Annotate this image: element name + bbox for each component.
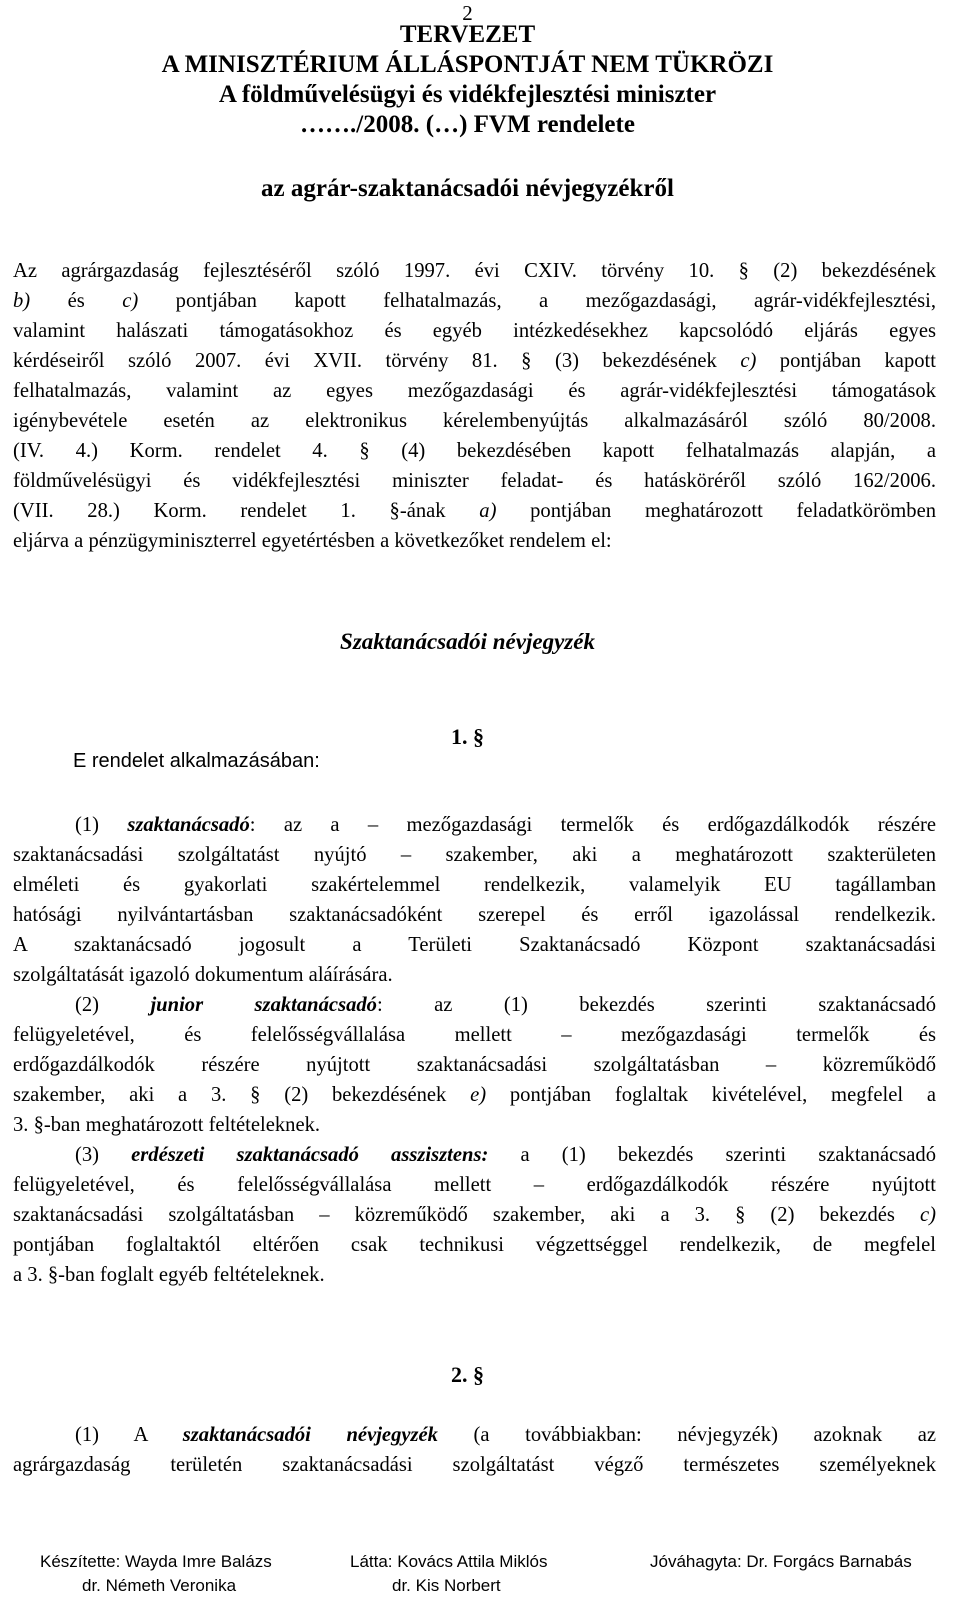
paragraph-line [13,1420,936,1450]
paragraph-text: (a továbbiakban: névjegyzék) azoknak az [437,1424,936,1446]
paragraph-line [13,1080,936,1110]
defined-term: junior szaktanácsadó [150,994,377,1016]
preamble-text: kérdéseiről szóló 2007. évi XVII. törvény 81. § (3) bekezdésének [13,350,741,372]
paragraph-line [13,990,936,1020]
paragraph-line: szaktanácsadási szolgáltatást nyújtó – szakember, aki a meghatározott szakterületen [13,844,936,866]
preamble-line [13,496,936,526]
paragraph-line: a 3. §-ban foglalt egyéb feltételeknek. [13,1264,325,1286]
preamble-line: (IV. 4.) Korm. rendelet 4. § (4) bekezdésében kapott felhatalmazás alapján, a [13,440,936,462]
section-number-2: 2. § [451,1362,484,1387]
paragraph-line: szolgáltatását igazoló dokumentum aláírására. [13,964,393,986]
preamble-line: földművelésügyi és vidékfejlesztési miniszter feladat- és hatásköréről szóló 162/2006. [13,470,936,492]
point-ref: c) [122,290,139,312]
preamble-text: pontjában kapott felhatalmazás, a mezőgazdasági, agrár-vidékfejlesztési, [138,290,937,312]
preamble-text: pontjában meghatározott feladatkörömben [496,500,937,522]
draft-label: TERVEZET [399,21,536,48]
footer-approved-by: Jóváhagyta: Dr. Forgács Barnabás [650,1552,912,1571]
paragraph-text: : az (1) bekezdés szerinti szaktanácsadó [376,994,936,1016]
paragraph-number: (3) [75,1144,132,1166]
paragraph-text: (1) A [75,1424,183,1446]
paragraph-line [13,810,936,840]
section-1-body [13,810,936,1290]
point-ref: c) [740,350,757,372]
paragraph-line [13,1140,936,1170]
page-number: 2 [462,1,473,25]
section-heading: Szaktanácsadói névjegyzék [340,629,595,654]
paragraph-text: : az a – mezőgazdasági termelők és erdőgazdálkodók részére [249,814,936,836]
paragraph-line: erdőgazdálkodók részére nyújtott szaktanácsadási szolgáltatásban – közreműködő [13,1054,936,1076]
paragraph-text: a (1) bekezdés szerinti szaktanácsadó [488,1144,937,1166]
document-title: az agrár-szaktanácsadói névjegyzékről [261,175,674,202]
preamble-line: igénybevétele esetén az elektronikus kérelembenyújtás alkalmazásáról szóló 80/2008. [13,410,936,432]
preamble-line: felhatalmazás, valamint az egyes mezőgazdasági és agrár-vidékfejlesztési támogatások [13,380,936,402]
preamble-line [13,286,936,316]
footer-prepared-by-2: dr. Németh Veronika [82,1576,237,1595]
defined-term: erdészeti szaktanácsadó asszisztens: [131,1144,489,1166]
paragraph-line: agrárgazdaság területén szaktanácsadási szolgáltatást végző természetes személyeknek [13,1454,936,1476]
preamble-text: (VII. 28.) Korm. rendelet 1. §-ának [13,500,480,522]
point-ref: a) [479,500,497,522]
point-ref: b) [13,290,31,312]
paragraph-number: (1) [75,814,128,836]
section-2-body [13,1420,936,1480]
preamble-text: és [30,290,123,312]
paragraph-line: felügyeletével, és felelősségvállalása mellett – erdőgazdálkodók részére nyújtott [13,1174,936,1196]
paragraph-line [13,1200,936,1230]
document-header [0,20,935,140]
definitions-lead: E rendelet alkalmazásában: [73,750,320,772]
footer-seen-by: Látta: Kovács Attila Miklós [350,1552,548,1571]
decree-number-line: ……./2008. (…) FVM rendelete [300,111,635,138]
point-ref: c) [920,1204,936,1226]
paragraph-line: elméleti és gyakorlati szakértelemmel rendelkezik, valamelyik EU tagállamban [13,874,936,896]
preamble-line: eljárva a pénzügyminiszterrel egyetértésben a következőket rendelem el: [13,530,612,552]
disclaimer-line: A MINISZTÉRIUM ÁLLÁSPONTJÁT NEM TÜKRÖZI [161,51,774,78]
paragraph-line: hatósági nyilvántartásban szaktanácsadóként szerepel és erről igazolással rendelkezik. [13,904,936,926]
preamble [13,256,936,556]
footer-seen-by-2: dr. Kis Norbert [392,1576,501,1595]
preamble-line [13,346,936,376]
issuer-line: A földművelésügyi és vidékfejlesztési miniszter [218,81,717,108]
paragraph-line: pontjában foglaltaktól eltérően csak technikusi végzettséggel rendelkezik, de megfelel [13,1234,936,1256]
paragraph-text: pontjában foglaltak kivételével, megfelel a [486,1084,936,1106]
defined-term: szaktanácsadó [127,814,250,836]
paragraph-line: 3. §-ban meghatározott feltételeknek. [13,1114,321,1136]
paragraph-line: A szaktanácsadó jogosult a Területi Szaktanácsadó Központ szaktanácsadási [13,934,936,956]
paragraph-text: szakember, aki a 3. § (2) bekezdésének [13,1084,471,1106]
preamble-line: valamint halászati támogatásokhoz és egyéb intézkedésekhez kapcsolódó eljárás egyes [13,320,936,342]
paragraph-number: (2) [75,994,151,1016]
preamble-text: pontjában kapott [756,350,936,372]
paragraph-text: szaktanácsadási szolgáltatásban – közreműködő szakember, aki a 3. § (2) bekezdés [13,1204,920,1226]
paragraph-line: felügyeletével, és felelősségvállalása mellett – mezőgazdasági termelők és [13,1024,936,1046]
defined-term: szaktanácsadói névjegyzék [182,1424,438,1446]
section-number-1: 1. § [451,724,484,749]
point-ref: e) [470,1084,487,1106]
footer-prepared-by: Készítette: Wayda Imre Balázs [40,1552,272,1571]
preamble-line: Az agrárgazdaság fejlesztéséről szóló 1997. évi CXIV. törvény 10. § (2) bekezdésének [13,260,936,282]
